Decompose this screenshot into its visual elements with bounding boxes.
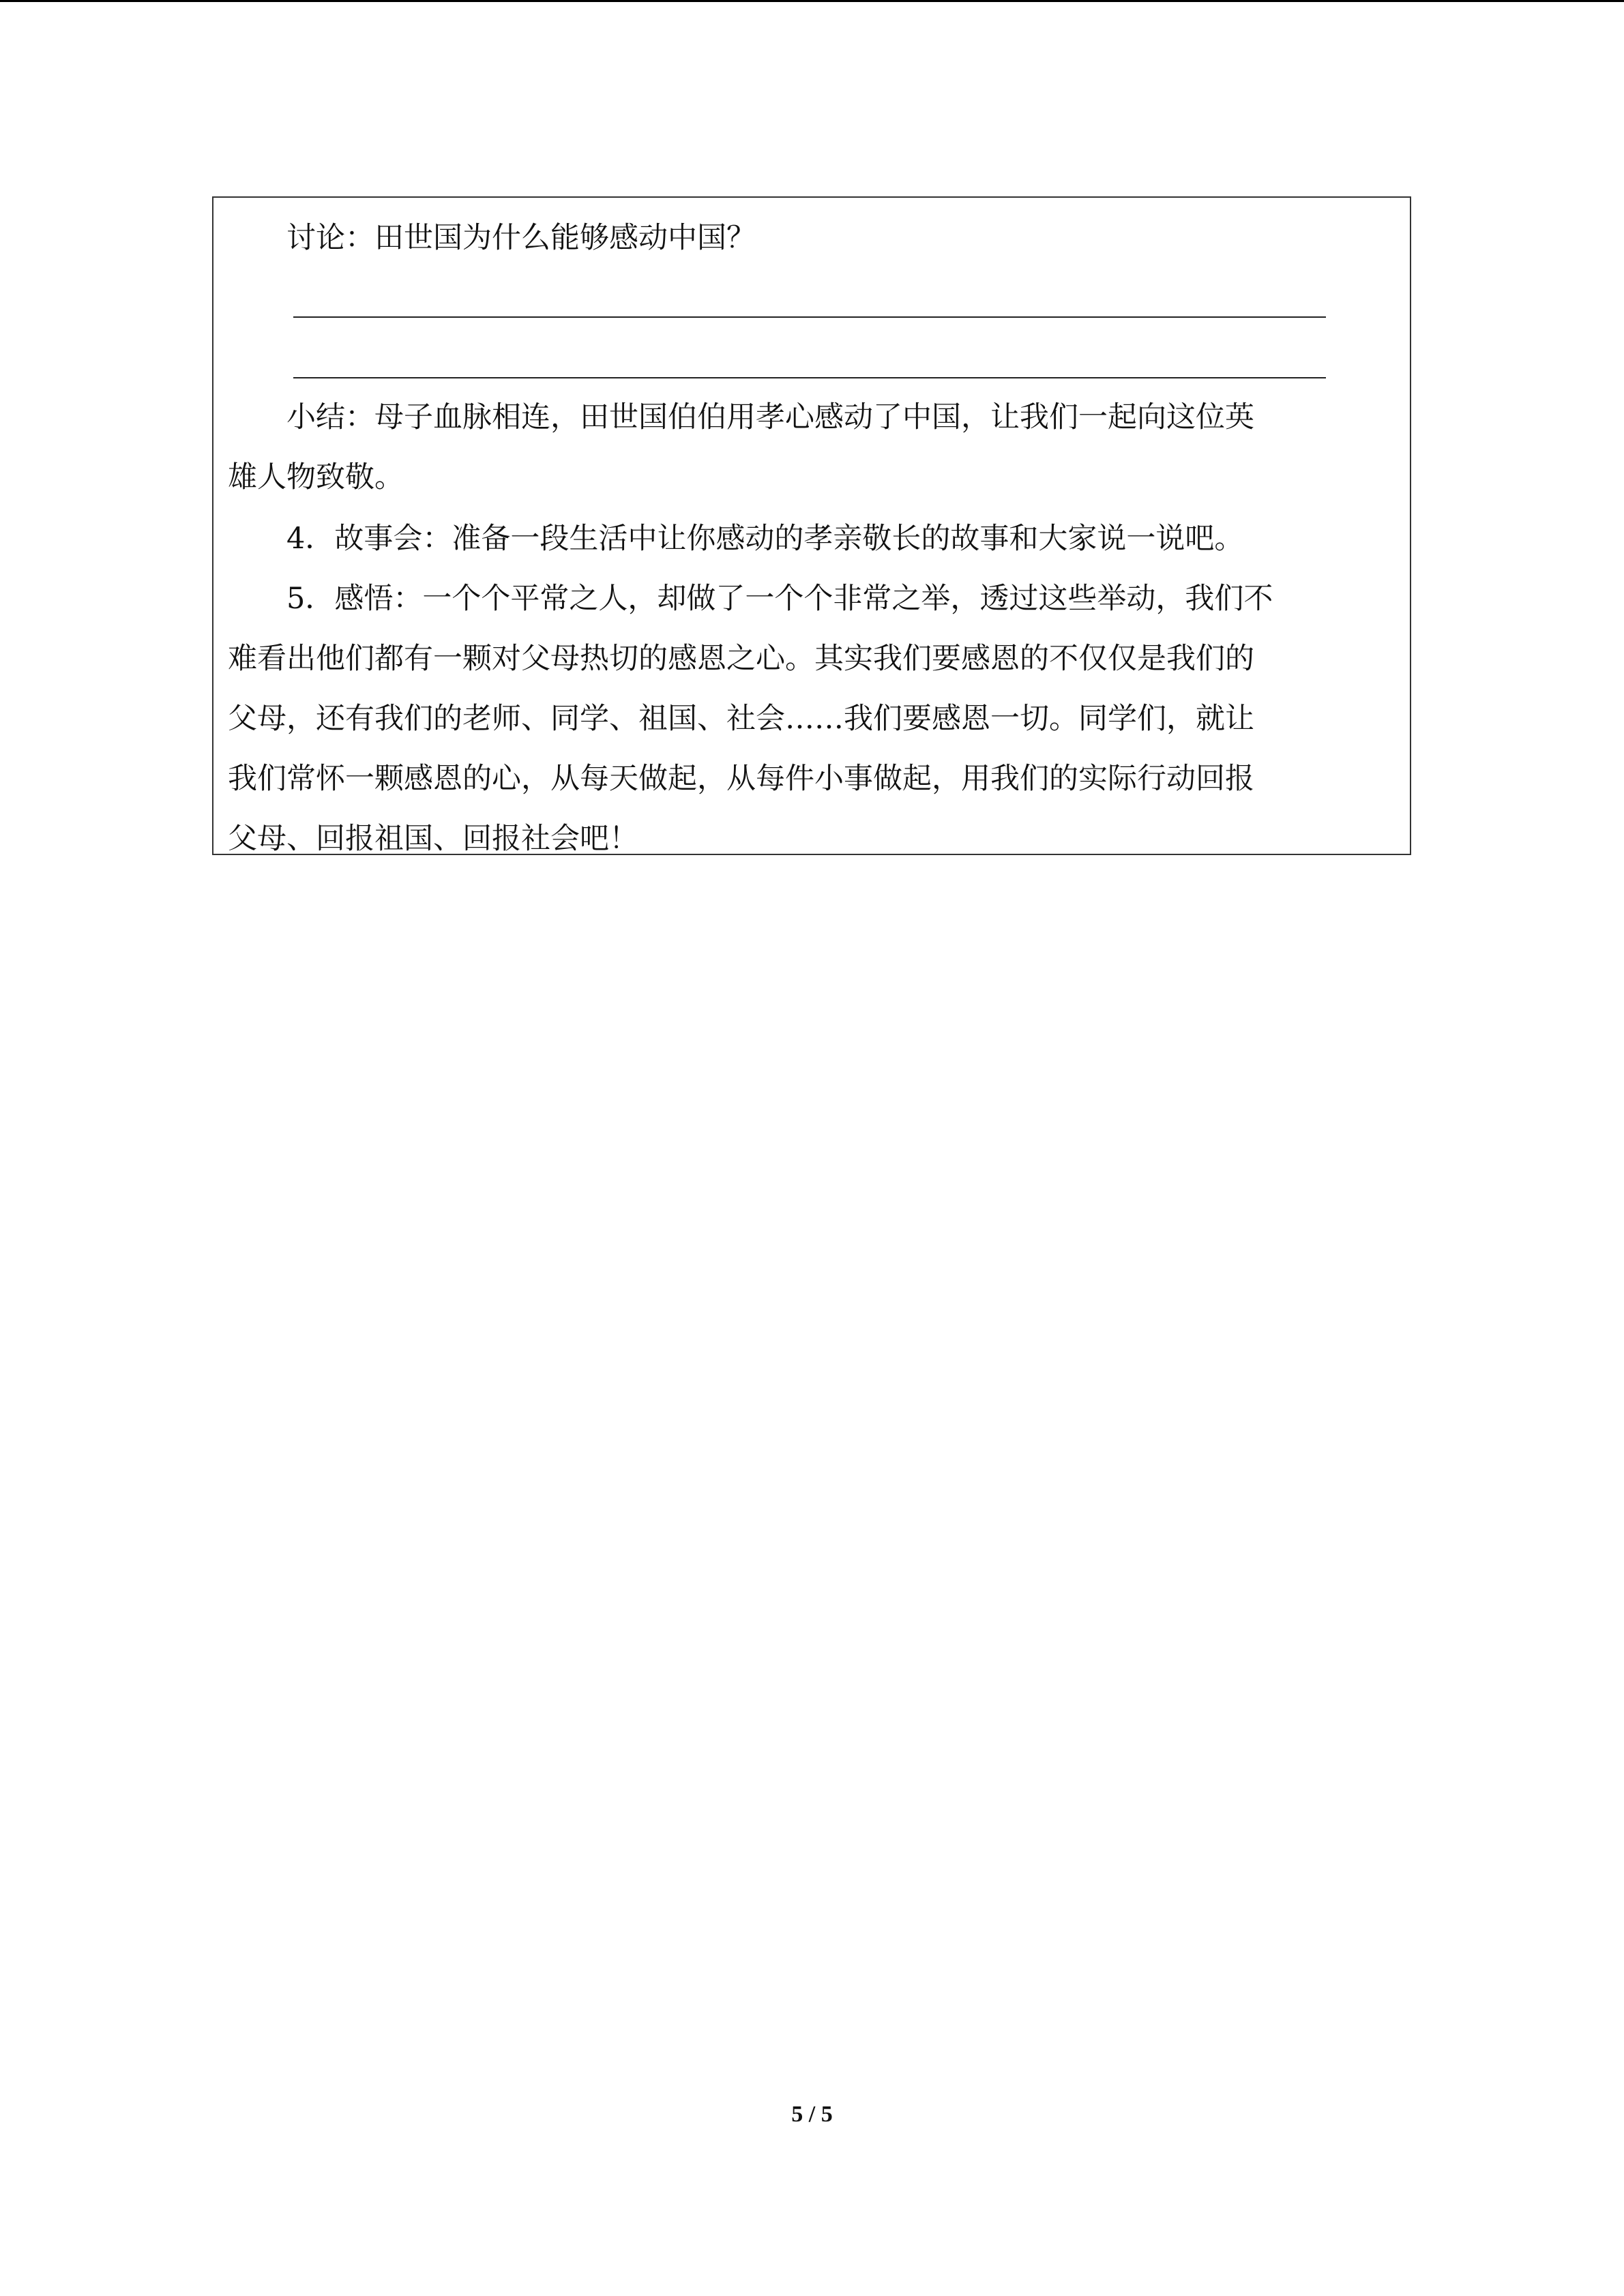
story-meeting-text: 4．故事会：准备一段生活中让你感动的孝亲敬长的故事和大家说一说吧。 xyxy=(286,522,1244,556)
reflection-line: 5．感悟：一个个平常之人，却做了一个个非常之举，透过这些举动，我们不 xyxy=(286,582,1273,616)
summary-line: 雄人物致敬。 xyxy=(228,460,404,494)
lesson-content-box xyxy=(212,196,1411,855)
reflection-line: 难看出他们都有一颗对父母热切的感恩之心。其实我们要感恩的不仅仅是我们的 xyxy=(228,642,1254,676)
answer-line-2 xyxy=(293,377,1326,378)
reflection-paragraph xyxy=(228,569,1398,869)
discussion-text: 讨论：田世国为什么能够感动中国？ xyxy=(286,221,756,255)
reflection-line: 父母、回报祖国、回报社会吧！ xyxy=(228,822,638,856)
reflection-line: 父母，还有我们的老师、同学、祖国、社会……我们要感恩一切。同学们，就让 xyxy=(228,702,1254,736)
discussion-question xyxy=(228,208,1457,268)
answer-line-1 xyxy=(293,316,1326,318)
story-meeting-item xyxy=(228,509,1457,569)
top-border-line xyxy=(0,0,1624,2)
reflection-line: 我们常怀一颗感恩的心，从每天做起，从每件小事做起，用我们的实际行动回报 xyxy=(228,762,1254,796)
summary-paragraph xyxy=(228,387,1398,507)
page-number: 5 / 5 xyxy=(791,2102,833,2127)
summary-line: 小结：母子血脉相连，田世国伯伯用孝心感动了中国，让我们一起向这位英 xyxy=(286,400,1254,434)
